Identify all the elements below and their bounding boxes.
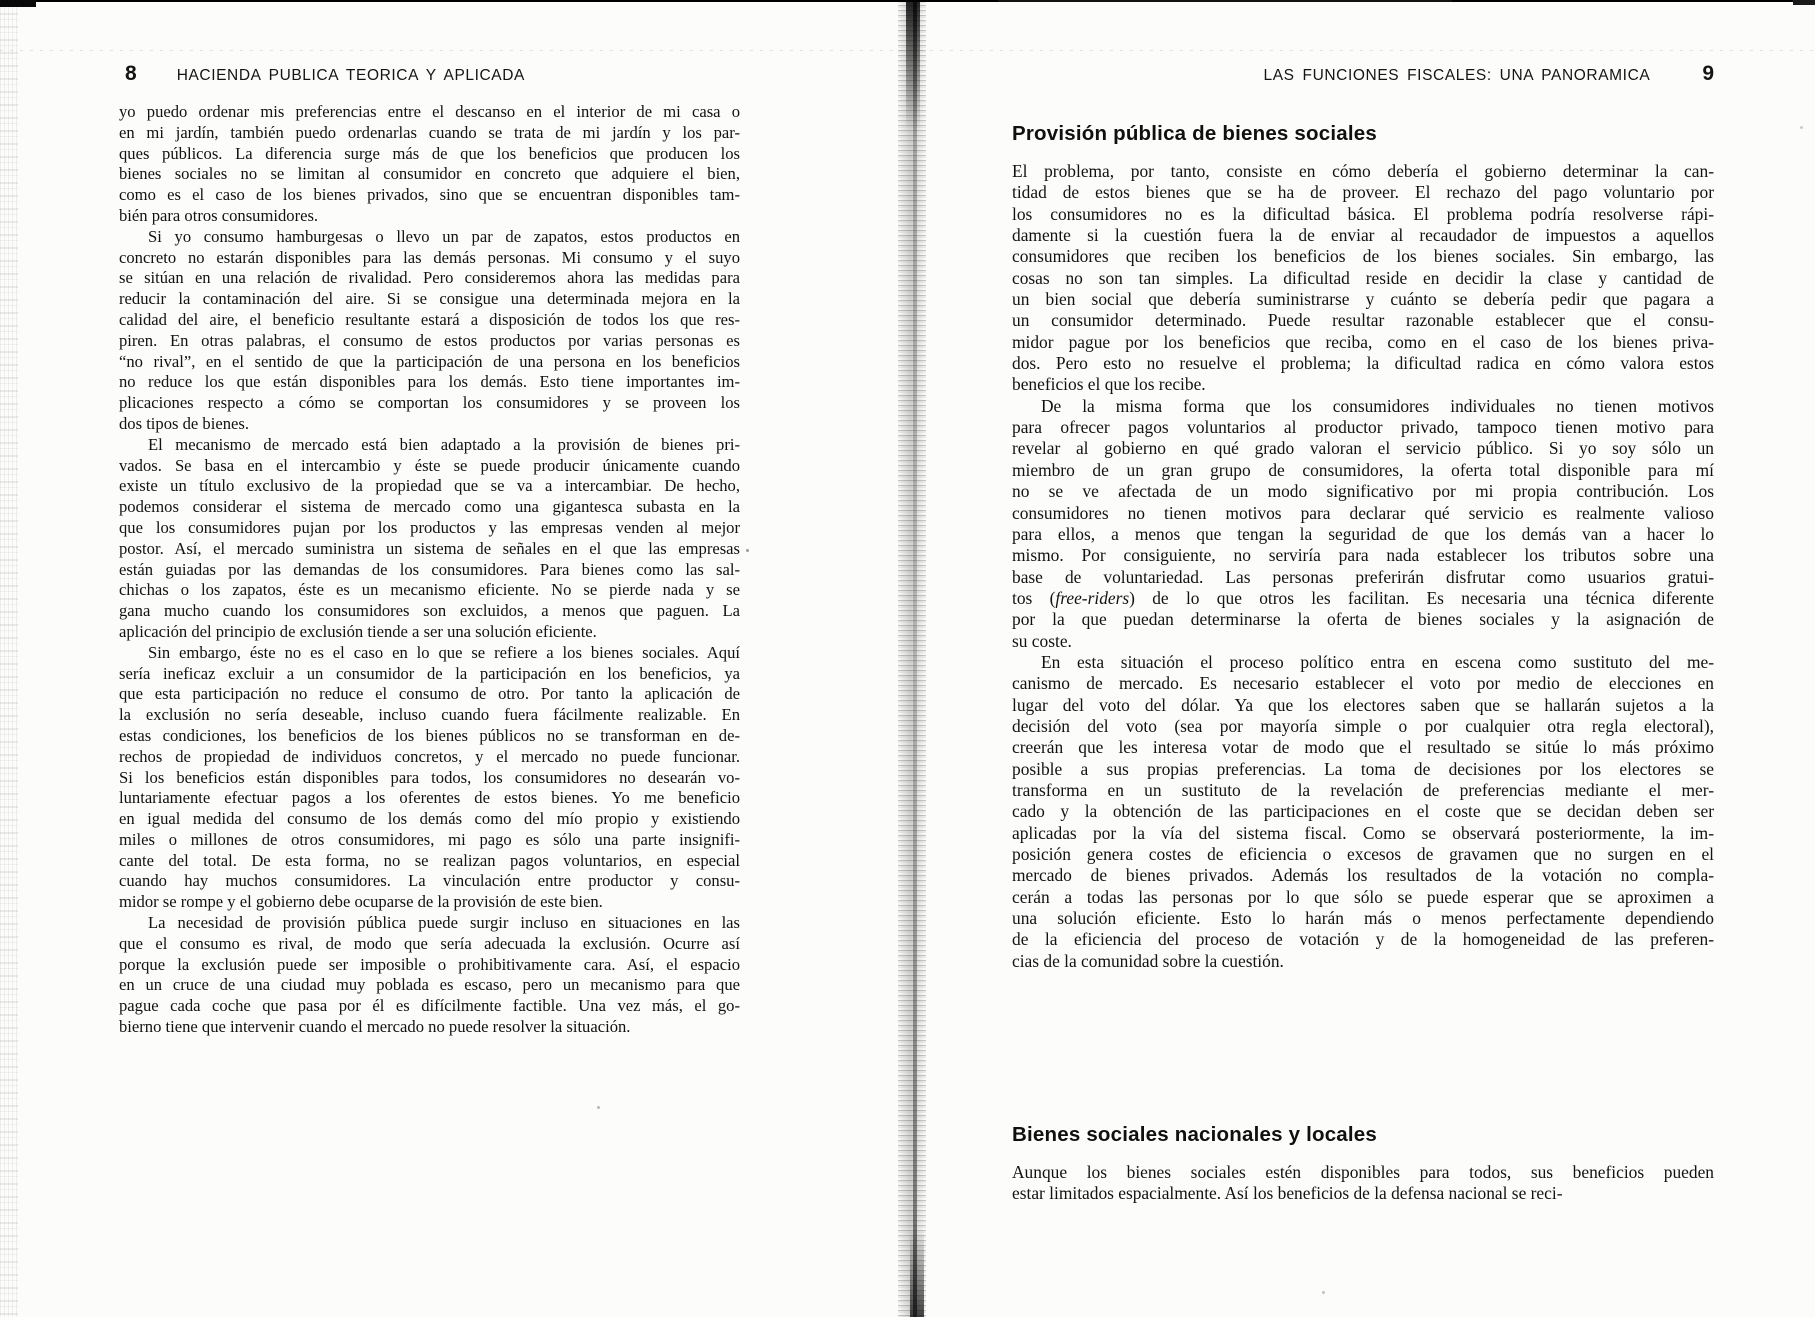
text-line: ques públicos. La diferencia surge más de que los beneficios que producen los xyxy=(119,143,740,163)
gutter-shadow xyxy=(898,0,926,1317)
text-line: calidad del aire, el beneficio resultante estará a disposición de todos los que res- xyxy=(119,309,740,329)
text-line: consumidores que reciben los beneficios de los bienes sociales. Sin embargo, las xyxy=(1012,246,1714,267)
section-heading: Bienes sociales nacionales y locales xyxy=(1012,1123,1378,1147)
scan-dust-line xyxy=(0,50,1815,51)
text-line: mismo. Por consiguiente, no serviría para nada establecer los tributos sobre una xyxy=(1012,545,1714,566)
text-line: miles o millones de otros consumidores, mi pago es sólo una parte insignifi- xyxy=(119,829,740,849)
text-line: un bien social que debería suministrarse y cuánto se debería pedir que pagara a xyxy=(1012,289,1714,310)
text-line: cias de la comunidad sobre la cuestión. xyxy=(1012,950,1284,971)
scan-top-dash-right xyxy=(1793,0,1815,5)
section xyxy=(1012,1123,1714,1205)
text-line: lugar del voto del dólar. Ya que los electores saben que se hallarán sujetos a la xyxy=(1012,694,1714,715)
text-line: gana mucho cuando los consumidores son excluidos, a menos que paguen. La xyxy=(119,601,740,621)
text-line: decisión del voto (sea por mayoría simple o por cualquier otra regla electoral), xyxy=(1012,715,1714,736)
text-line: que los consumidores pujan por los productos y las empresas venden al mejor xyxy=(119,517,740,537)
text-line: que esta participación no reduce el consumo de otro. Por tanto la aplicación de xyxy=(119,684,740,704)
scan-speck xyxy=(1800,126,1803,129)
scan-top-edge xyxy=(0,0,1815,2)
scan-speck xyxy=(1322,1291,1325,1294)
right-page-number: 9 xyxy=(1702,62,1714,85)
text-line: chichas o los zapatos, éste es un mecanismo eficiente. No se pierde nada y se xyxy=(119,580,740,600)
text-line: existe un título exclusivo de la propiedad que se va a intercambiar. De hecho, xyxy=(119,476,740,496)
text-line: canismo de mercado. Es necesario establecer el voto por medio de elecciones en xyxy=(1012,673,1714,694)
paragraph xyxy=(1012,1162,1714,1205)
left-page-number: 8 xyxy=(125,62,137,85)
text-line: miembro de un gran grupo de consumidores, la oferta total disponible para mí xyxy=(1012,459,1714,480)
left-running-header xyxy=(125,62,525,86)
text-line: estar limitados espacialmente. Así los beneficios de la defensa nacional se reci- xyxy=(1012,1183,1563,1204)
text-line: para ellos, a menos que tengan la seguridad de que los demás van a hacer lo xyxy=(1012,523,1714,544)
text-line: no se ve afectada de un modo significativo por mi propia contribución. Los xyxy=(1012,481,1714,502)
text-line: consumidores no tienen motivos para declarar qué servicio es realmente valioso xyxy=(1012,502,1714,523)
text-line: en un cruce de una ciudad muy poblada es escaso, pero un mecanismo para que xyxy=(119,975,740,995)
text-line: creerán que les interesa votar de modo que el resultado se sitúe lo más próximo xyxy=(1012,737,1714,758)
right-running-header-title: LAS FUNCIONES FISCALES: UNA PANORAMICA xyxy=(1263,67,1651,84)
scan-speck xyxy=(597,1106,600,1109)
text-line: bierno tiene que intervenir cuando el mercado no puede resolver la situación. xyxy=(119,1017,631,1037)
text-line: que el consumo es rival, de modo que sería adecuada la exclusión. Ocurre así xyxy=(119,933,740,953)
text-line: en igual medida del consumo de los demás como del mío propio y existiendo xyxy=(119,809,740,829)
left-page-body xyxy=(119,102,740,1038)
text-line: dos tipos de bienes. xyxy=(119,413,249,433)
text-line: pague cada coche que pasa por él es difícilmente factible. Una vez más, el go- xyxy=(119,996,740,1016)
text-line: “no rival”, en el sentido de que la participación de una persona en los beneficios xyxy=(119,351,740,371)
text-line: rechos de propiedad de individuos concretos, y el mercado no puede funcionar. xyxy=(119,746,740,766)
text-line: un consumidor determinado. Puede resultar razonable establecer que el consu- xyxy=(1012,310,1714,331)
text-line: cado y la obtención de las participaciones en el coste que se decidan deben ser xyxy=(1012,801,1714,822)
text-line: revelar al gobierno en qué grado valoran el servicio público. Si yo soy sólo un xyxy=(1012,438,1714,459)
text-line: sería ineficaz excluir a un consumidor de la participación en los beneficios, ya xyxy=(119,663,740,683)
text-line: de la eficiencia del proceso de votación y de la homogeneidad de las preferen- xyxy=(1012,929,1714,950)
text-line: dos. Pero esto no resuelve el problema; la dificultad radica en cómo valora estos xyxy=(1012,353,1714,374)
left-running-header-title: HACIENDA PUBLICA TEORICA Y APLICADA xyxy=(176,67,525,84)
text-line: midor pague por los beneficios que reciba, como en el caso de los bienes priva- xyxy=(1012,331,1714,352)
text-line: podemos considerar el sistema de mercado como una gigantesca subasta en la xyxy=(119,497,740,517)
paragraph xyxy=(119,435,740,643)
text-line: luntariamente efectuar pagos a los oferentes de estos bienes. Yo me beneficio xyxy=(119,788,740,808)
paragraph xyxy=(119,227,740,435)
text-line: reducir la contaminación del aire. Si se consigue una determinada mejora en la xyxy=(119,289,740,309)
text-line: los consumidores no es la dificultad básica. El problema podría resolverse rápi- xyxy=(1012,203,1714,224)
text-line: en mi jardín, también puedo ordenarlas cuando se trata de mi jardín y los par- xyxy=(119,122,740,142)
text-line: posible a sus propias preferencias. La toma de decisiones por los electores se xyxy=(1012,758,1714,779)
gutter-shadow-top xyxy=(906,0,920,130)
text-line: una solución eficiente. Esto lo harán más o menos perfectamente dependiendo xyxy=(1012,908,1714,929)
text-line: concreto no estarán disponibles para las demás personas. Mi consumo y el suyo xyxy=(119,247,740,267)
text-line: Aunque los bienes sociales estén disponibles para todos, sus beneficios pueden xyxy=(1012,1162,1714,1183)
text-line: posición genera costes de eficiencia o excesos de gravamen que no surgen en el xyxy=(1012,844,1714,864)
text-line: aplicadas por la vía del sistema fiscal. Como se observará posteriormente, la im- xyxy=(1012,822,1714,843)
text-line: El problema, por tanto, consiste en cómo debería el gobierno determinar la can- xyxy=(1012,161,1714,181)
text-line: Si yo consumo hamburgesas o llevo un par de zapatos, estos productos en xyxy=(148,226,740,246)
text-line: midor se rompe y el gobierno debe ocuparse de la provisión de este bien. xyxy=(119,892,603,912)
section-heading: Provisión pública de bienes sociales xyxy=(1012,122,1377,145)
paragraph xyxy=(119,643,740,913)
paragraph xyxy=(1012,396,1714,652)
paragraph xyxy=(119,102,740,227)
text-line: estas condiciones, los beneficios de los bienes públicos no se transforman en de- xyxy=(119,725,740,745)
scan-top-dash-left xyxy=(0,0,36,7)
text-line: plicaciones respecto a cómo se comportan los consumidores y se proveen los xyxy=(119,393,740,413)
right-running-header xyxy=(1012,62,1720,86)
text-line: están guiadas por las demandas de los consumidores. Para bienes como las sal- xyxy=(119,559,740,579)
text-line: beneficios el que los recibe. xyxy=(1012,374,1206,395)
text-line: bienes sociales no se limitan al consumidor en concreto que adquiere el bien, xyxy=(119,164,740,184)
text-line: su coste. xyxy=(1012,630,1072,651)
text-line: como es el caso de los bienes privados, sino que se encuentran disponibles tam- xyxy=(119,185,740,205)
text-line: piren. En otras palabras, el consumo de estos productos por varias personas es xyxy=(119,330,740,350)
text-line: cuando hay muchos consumidores. La vinculación entre productor y consu- xyxy=(119,871,740,891)
text-line: la exclusión no sería deseable, incluso cuando fuera fácilmente realizable. En xyxy=(119,705,740,725)
paragraph xyxy=(1012,161,1714,396)
gutter-shadow-core xyxy=(913,0,917,1317)
text-line: postor. Así, el mercado suministra un sistema de señales en el que las empresas xyxy=(119,538,740,558)
text-line: vados. Se basa en el intercambio y éste se puede producir únicamente cuando xyxy=(119,455,740,475)
text-line: bién para otros consumidores. xyxy=(119,205,319,225)
text-line: El mecanismo de mercado está bien adaptado a la provisión de bienes pri- xyxy=(148,434,740,454)
text-line: aplicación del principio de exclusión tiende a ser una solución eficiente. xyxy=(119,621,597,641)
text-line: De la misma forma que los consumidores individuales no tienen motivos xyxy=(1041,395,1714,416)
text-line: yo puedo ordenar mis preferencias entre el descanso en el interior de mi casa o xyxy=(119,102,740,121)
section xyxy=(1012,122,1714,972)
text-line: tidad de estos bienes que se ha de proveer. El rechazo del pago voluntario por xyxy=(1012,182,1714,203)
text-line: Si los beneficios están disponibles para todos, los consumidores no desearán vo- xyxy=(119,767,740,787)
text-line: damente si la cuestión fuera la de enviar al recaudador de impuestos a aquellos xyxy=(1012,225,1714,246)
text-line: por la que puedan determinarse la oferta de bienes sociales y la asignación de xyxy=(1012,609,1714,630)
text-line: no reduce los que están disponibles para los demás. Esto tiene importantes im- xyxy=(119,372,740,392)
text-line: La necesidad de provisión pública puede surgir incluso en situaciones en las xyxy=(148,913,740,933)
text-line: cosas no son tan simples. La dificultad reside en decidir la clase y cantidad de xyxy=(1012,267,1714,288)
scan-edge-noise xyxy=(0,0,18,1317)
text-line: base de voluntariedad. Las personas preferirán disfrutar como usuarios gratui- xyxy=(1012,566,1714,587)
text-line: Sin embargo, éste no es el caso en lo que se refiere a los bienes sociales. Aquí xyxy=(148,642,740,662)
right-page-body xyxy=(1012,122,1714,1205)
text-line: cerán a todas las personas por lo que sólo se puede esperar que se aproximen a xyxy=(1012,886,1714,907)
paragraph xyxy=(119,913,740,1038)
text-line: tos (free-riders) de lo que otros les facilitan. Es necesaria una técnica diferente xyxy=(1012,587,1715,608)
text-line: mercado de bienes privados. Además los resultados de la votación no compla- xyxy=(1012,865,1714,886)
text-line: porque la exclusión puede ser imposible o prohibitivamente cara. Así, el espacio xyxy=(119,954,740,974)
scan-speck xyxy=(746,549,749,552)
text-line: cante del total. De esta forma, no se realizan pagos voluntarios, en especial xyxy=(119,850,740,870)
text-line: En esta situación el proceso político entra en escena como sustituto del me- xyxy=(1041,651,1714,672)
gutter-shadow-bottom xyxy=(910,1230,924,1317)
text-line: para ofrecer pagos voluntarios al productor privado, tampoco tienen motivo para xyxy=(1012,417,1714,438)
paragraph xyxy=(1012,652,1714,972)
text-line: se sitúan en una relación de rivalidad. Pero consideremos ahora las medidas para xyxy=(119,268,740,288)
text-line: transforma en un sustituto de la revelación de preferencias mediante el mer- xyxy=(1012,779,1714,800)
